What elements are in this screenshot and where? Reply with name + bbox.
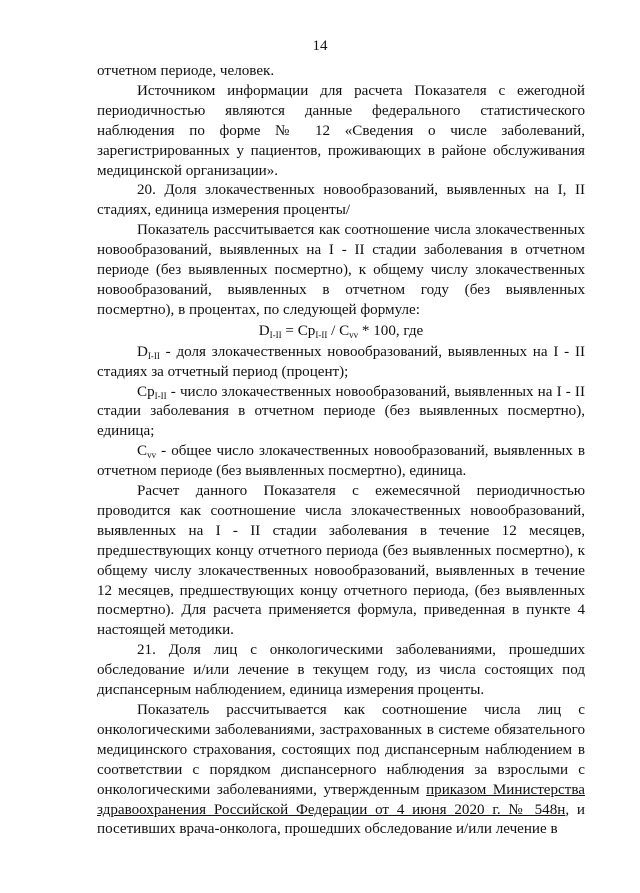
formula-eq: = Cp	[281, 322, 316, 339]
paragraph-indicator-21-tail: , и посетивших врача-онколога, прошедших обследование и/или лечение в	[97, 801, 585, 838]
definition-cp-text: - число злокачественных новообразований, выявленных на I - II стадии заболевания в отчетном периоде (без выявленных посмертно), единица;	[97, 383, 585, 440]
definition-cvv-text: - общее число злокачественных новообразований, выявленных в отчетном периоде (без выявленных посмертно), единица.	[97, 443, 585, 480]
paragraph-monthly-calc: Расчет данного Показателя с ежемесячной периодичностью проводится как соотношение числа злокачественных новообразований, выявленных на I - II стадии заболевания в течение 12 месяцев, предшествующих концу отчетного периода (без выявленных посмертно), к общему числу злокачественных новообразований, выявленных в течение 12 месяцев, предшествующих концу отчетного периода, (без выявленных посмертно). Для расчета применяется формула, приведенная в пункте 4 настоящей методики.	[97, 483, 585, 639]
definition-d-sub: I-II	[147, 350, 160, 361]
definition-cvv-symbol: C	[137, 443, 148, 460]
section-heading-21: 21. Доля лиц с онкологическими заболеваниями, прошедших обследование и/или лечение в текущем году, из числа состоящих под диспансерным наблюдением, единица измерения проценты.	[97, 642, 585, 699]
section-heading-20: 20. Доля злокачественных новообразований, выявленных на I, II стадиях, единица измерения проценты/	[97, 182, 585, 219]
formula-d: D	[258, 322, 270, 339]
paragraph-indicator-20: Показатель рассчитывается как соотношение числа злокачественных новообразований, выявленных на I - II стадии заболевания в отчетном периоде (без выявленных посмертно), к общему числу злокачественных новообразований, выявленных в отчетном году (без выявленных посмертно), в процентах, по следующей формуле:	[97, 222, 585, 318]
definition-cvv-sub: vv	[147, 450, 157, 461]
formula-cp-sub: I-II	[315, 329, 328, 340]
formula-div: / C	[327, 322, 350, 339]
page-number: 14	[312, 38, 328, 54]
paragraph-info-source: Источником информации для расчета Показателя с ежегодной периодичностью являются данные федерального статистического наблюдения по форме № 12 «Сведения о числе заболеваний, зарегистрированных у пациентов, проживающих в районе обслуживания медицинской организации».	[97, 82, 585, 179]
formula	[97, 322, 585, 342]
definition-cp-sub: I-II	[154, 390, 167, 401]
definition-d-text: - доля злокачественных новообразований, выявленных на I - II стадиях за отчетный период (процент);	[97, 343, 585, 380]
paragraph-continuation: отчетном периоде, человек.	[97, 63, 275, 79]
definition-cp	[97, 383, 585, 443]
paragraph-indicator-21-text: Показатель рассчитывается как соотношение числа лиц с онкологическими заболеваниями, застрахованных в системе обязательного медицинского страхования, состоящих под диспансерным наблюдением в соответствии с порядком диспансерного наблюдения за взрослыми с онкологическими заболеваниями, утвержденным	[97, 702, 585, 798]
paragraph-indicator-21	[97, 701, 585, 840]
definition-d-symbol: D	[137, 343, 148, 360]
formula-d-sub: I-II	[269, 329, 282, 340]
definition-cp-symbol: Cp	[137, 383, 155, 400]
formula-cvv-sub: vv	[349, 329, 359, 340]
definition-d	[97, 343, 585, 383]
order-link[interactable]: приказом Министерства здравоохранения Российской Федерации от 4 июня 2020 г. № 548н	[97, 781, 585, 818]
definition-cvv	[97, 442, 585, 482]
body-text	[97, 62, 585, 840]
formula-rest: * 100, где	[358, 322, 424, 339]
